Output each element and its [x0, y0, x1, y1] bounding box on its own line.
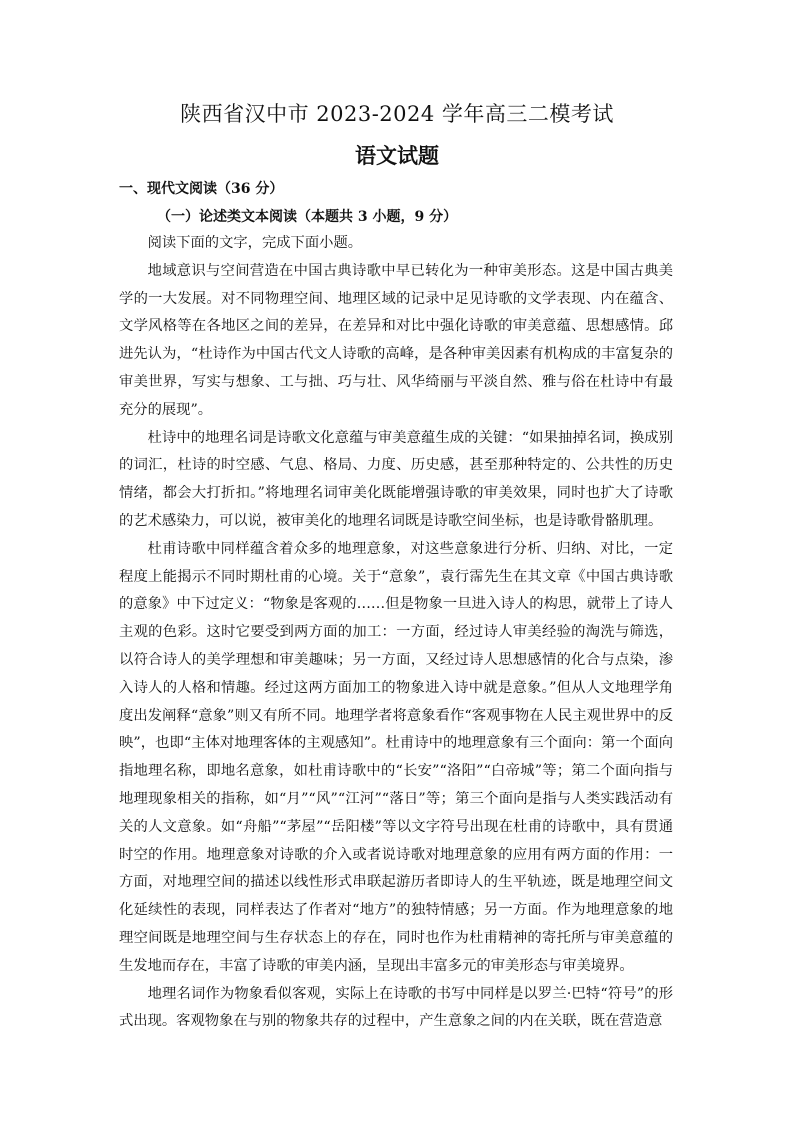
passage-paragraph: 地域意识与空间营造在中国古典诗歌中早已转化为一种审美形态。这是中国古典美学的一大发展。对不同物理空间、地理区域的记录中足见诗歌的文学表现、内在蕴含、文学风格等在各地区之间的差异，在差异和对比中强化诗歌的审美意蕴、思想感情。邱进先认为，“杜诗作为中国古代文人诗歌的高峰，是各种审美因素有机构成的丰富复杂的审美世界，写实与想象、工与拙、巧与壮、风华绮丽与平淡自然、雅与俗在杜诗中有最充分的展现”。 — [119, 262, 673, 418]
exam-title: 陕西省汉中市 2023-2024 学年高三二模考试 — [180, 102, 614, 126]
passage-paragraph: 杜甫诗歌中同样蕴含着众多的地理意象，对这些意象进行分析、归纳、对比，一定程度上能揭示不同时期杜甫的心境。关于“意象”，袁行霈先生在其文章《中国古典诗歌的意象》中下过定义：“物象是客观的……但是物象一旦进入诗人的构思，就带上了诗人主观的色彩。这时它要受到两方面的加工：一方面，经过诗人审美经验的淘洗与筛选，以符合诗人的美学理想和审美趣味；另一方面，又经过诗人思想感情的化合与点染，渗入诗人的人格和情趣。经过这两方面加工的物象进入诗中就是意象。”但从人文地理学角度出发阐释“意象”则又有所不同。地理学者将意象看作“客观事物在人民主观世界中的反映”，也即“主体对地理客体的主观感知”。杜甫诗中的地理意象有三个面向：第一个面向指地理名称，即地名意象，如杜甫诗歌中的“长安”“洛阳”“白帝城”等；第二个面向指与地理现象相关的指称，如“月”“风”“江河”“落日”等；第三个面向是指与人类实践活动有关的人文意象。如“舟船”“茅屋”“岳阳楼”等以文字符号出现在杜甫的诗歌中，具有贯通时空的作用。地理意象对诗歌的介入或者说诗歌对地理意象的应用有两方面的作用：一方面，对地理空间的描述以线性形式串联起游历者即诗人的生平轨迹，既是地理空间文化延续性的表现，同样表达了作者对“地方”的独特情感；另一方面。作为地理意象的地理空间既是地理空间与生存状态上的存在，同时也作为杜甫精神的寄托所与审美意蕴的生发地而存在，丰富了诗歌的审美内涵，呈现出丰富多元的审美形态与审美境界。 — [119, 540, 673, 974]
section-heading: 一、现代文阅读（36 分） — [119, 181, 284, 197]
instruction-paragraph: 阅读下面的文字，完成下面小题。 — [147, 235, 363, 251]
reading-passage — [119, 230, 673, 1036]
exam-subject-title: 语文试题 — [355, 143, 439, 168]
passage-paragraph: 杜诗中的地理名词是诗歌文化意蕴与审美意蕴生成的关键：“如果抽掉名词，换成别的词汇，杜诗的时空感、气息、格局、力度、历史感，甚至那种特定的、公共性的历史情绪，都会大打折扣。”将地理名词审美化既能增强诗歌的审美效果，同时也扩大了诗歌的艺术感染力，可以说，被审美化的地理名词既是诗歌空间坐标，也是诗歌骨骼肌理。 — [119, 429, 673, 529]
passage-paragraph: 地理名词作为物象看似客观，实际上在诗歌的书写中同样是以罗兰·巴特“符号”的形式出现。客观物象在与别的物象共存的过程中，产生意象之间的内在关联，既在营造意 — [119, 985, 673, 1030]
subsection-heading: （一）论述类文本阅读（本题共 3 小题，9 分） — [157, 209, 458, 225]
